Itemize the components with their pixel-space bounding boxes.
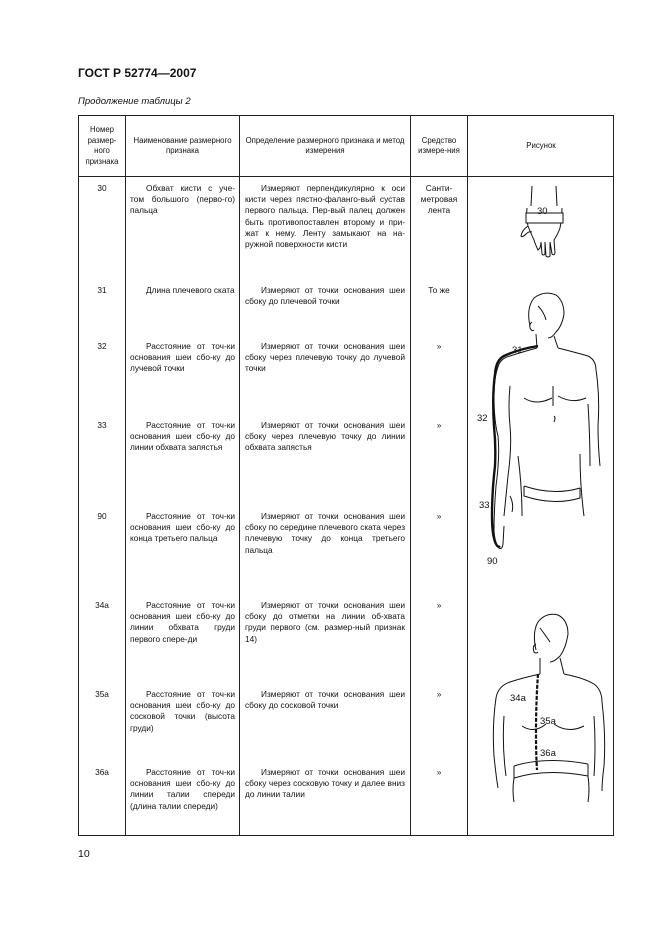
measurement-table — [78, 115, 614, 836]
figure-label: 36а — [540, 748, 556, 759]
row-name: Расстояние от точ-ки основания шеи сбо-ку до лучевой точки — [130, 341, 235, 374]
row-name: Расстояние от точ-ки основания шеи сбо-ку до линии обхвата груди первого спере-ди — [130, 600, 235, 644]
figure-label: 34а — [510, 693, 526, 704]
torso-front-illustration — [484, 606, 614, 806]
figure-label: 30 — [537, 206, 548, 217]
header-figure: Рисунок — [526, 140, 556, 150]
row-number: 32 — [97, 341, 107, 351]
row-definition: Измеряют от точки основания шеи сбоку через плечевую точку до линии обхвата запястья — [245, 420, 405, 453]
row-definition: Измеряют перпендикулярно к оси кисти через пястно-фаланго-вый сустав первого пальца. Пер-вый палец должен быть противопоставлен второму и при-жат к нему. Ленту замыкают на на-ружной поверхности кисти — [245, 183, 405, 250]
row-tool: Санти-метровая лента — [420, 183, 458, 216]
row-tool: » — [436, 600, 442, 610]
row-name: Расстояние от точ-ки основания шеи сбо-ку до сосковой точки (высота груди) — [130, 689, 235, 733]
row-number: 33 — [97, 420, 107, 430]
front-measurement-line — [536, 674, 538, 770]
page-number: 10 — [78, 848, 90, 860]
torso-side-illustration — [474, 286, 614, 576]
document-title: ГОСТ Р 52774—2007 — [78, 66, 197, 80]
column-divider — [125, 116, 126, 835]
hand-illustration — [504, 184, 594, 279]
header-name: Наименование размерного признака — [133, 135, 232, 155]
row-tool: » — [436, 511, 442, 521]
header-tool: Средство измере-ния — [418, 135, 460, 155]
row-definition: Измеряют от точки основания шеи сбоку до сосковой точки — [245, 689, 405, 711]
row-definition: Измеряют от точки основания шеи сбоку до плечевой точки — [245, 285, 405, 307]
row-tool: » — [436, 689, 442, 699]
row-definition: Измеряют от точки основания шеи сбоку по середине плечевого ската через плечевую точку до конца третьего пальца — [245, 511, 405, 555]
column-divider — [239, 116, 240, 835]
column-divider — [467, 116, 468, 835]
row-tool: » — [436, 341, 442, 351]
table-caption: Продолжение таблицы 2 — [78, 96, 191, 107]
row-name: Длина плечевого ската — [146, 285, 235, 295]
figure-label: 35а — [540, 716, 556, 727]
header-divider — [79, 176, 613, 177]
row-name: Расстояние от точ-ки основания шеи сбо-ку до линии талии спереди (длина талии спереди) — [130, 767, 235, 811]
row-tool: » — [436, 420, 442, 430]
figure-label: 32 — [477, 413, 488, 424]
row-number: 36а — [95, 767, 109, 777]
row-number: 30 — [97, 183, 107, 193]
header-number: Номер размер-ного признака — [85, 125, 119, 166]
column-divider — [410, 116, 411, 835]
figure-label: 31 — [512, 345, 523, 356]
row-name: Расстояние от точ-ки основания шеи сбо-ку до конца третьего пальца — [130, 511, 235, 544]
row-definition: Измеряют от точки основания шеи сбоку до отметки на линии об-хвата груди первого (см. размер-ный признак 14) — [245, 600, 405, 644]
row-definition: Измеряют от точки основания шеи сбоку через сосковую точку и далее вниз до линии талии — [245, 767, 405, 800]
header-definition: Определение размерного признака и метод измерения — [245, 135, 405, 155]
row-definition: Измеряют от точки основания шеи сбоку через плечевую точку до лучевой точки — [245, 341, 405, 374]
row-number: 34а — [95, 600, 109, 610]
figure-label: 33 — [479, 500, 490, 511]
row-tool: То же — [428, 285, 450, 295]
row-name: Расстояние от точ-ки основания шеи сбо-ку до линии обхвата запястья — [130, 420, 235, 453]
row-name: Обхват кисти с уче-том большого (перво-го) пальца — [130, 183, 235, 216]
row-number: 90 — [97, 511, 107, 521]
row-number: 35а — [95, 689, 109, 699]
row-tool: » — [436, 767, 442, 777]
row-number: 31 — [97, 285, 107, 295]
figure-label: 90 — [487, 556, 498, 567]
